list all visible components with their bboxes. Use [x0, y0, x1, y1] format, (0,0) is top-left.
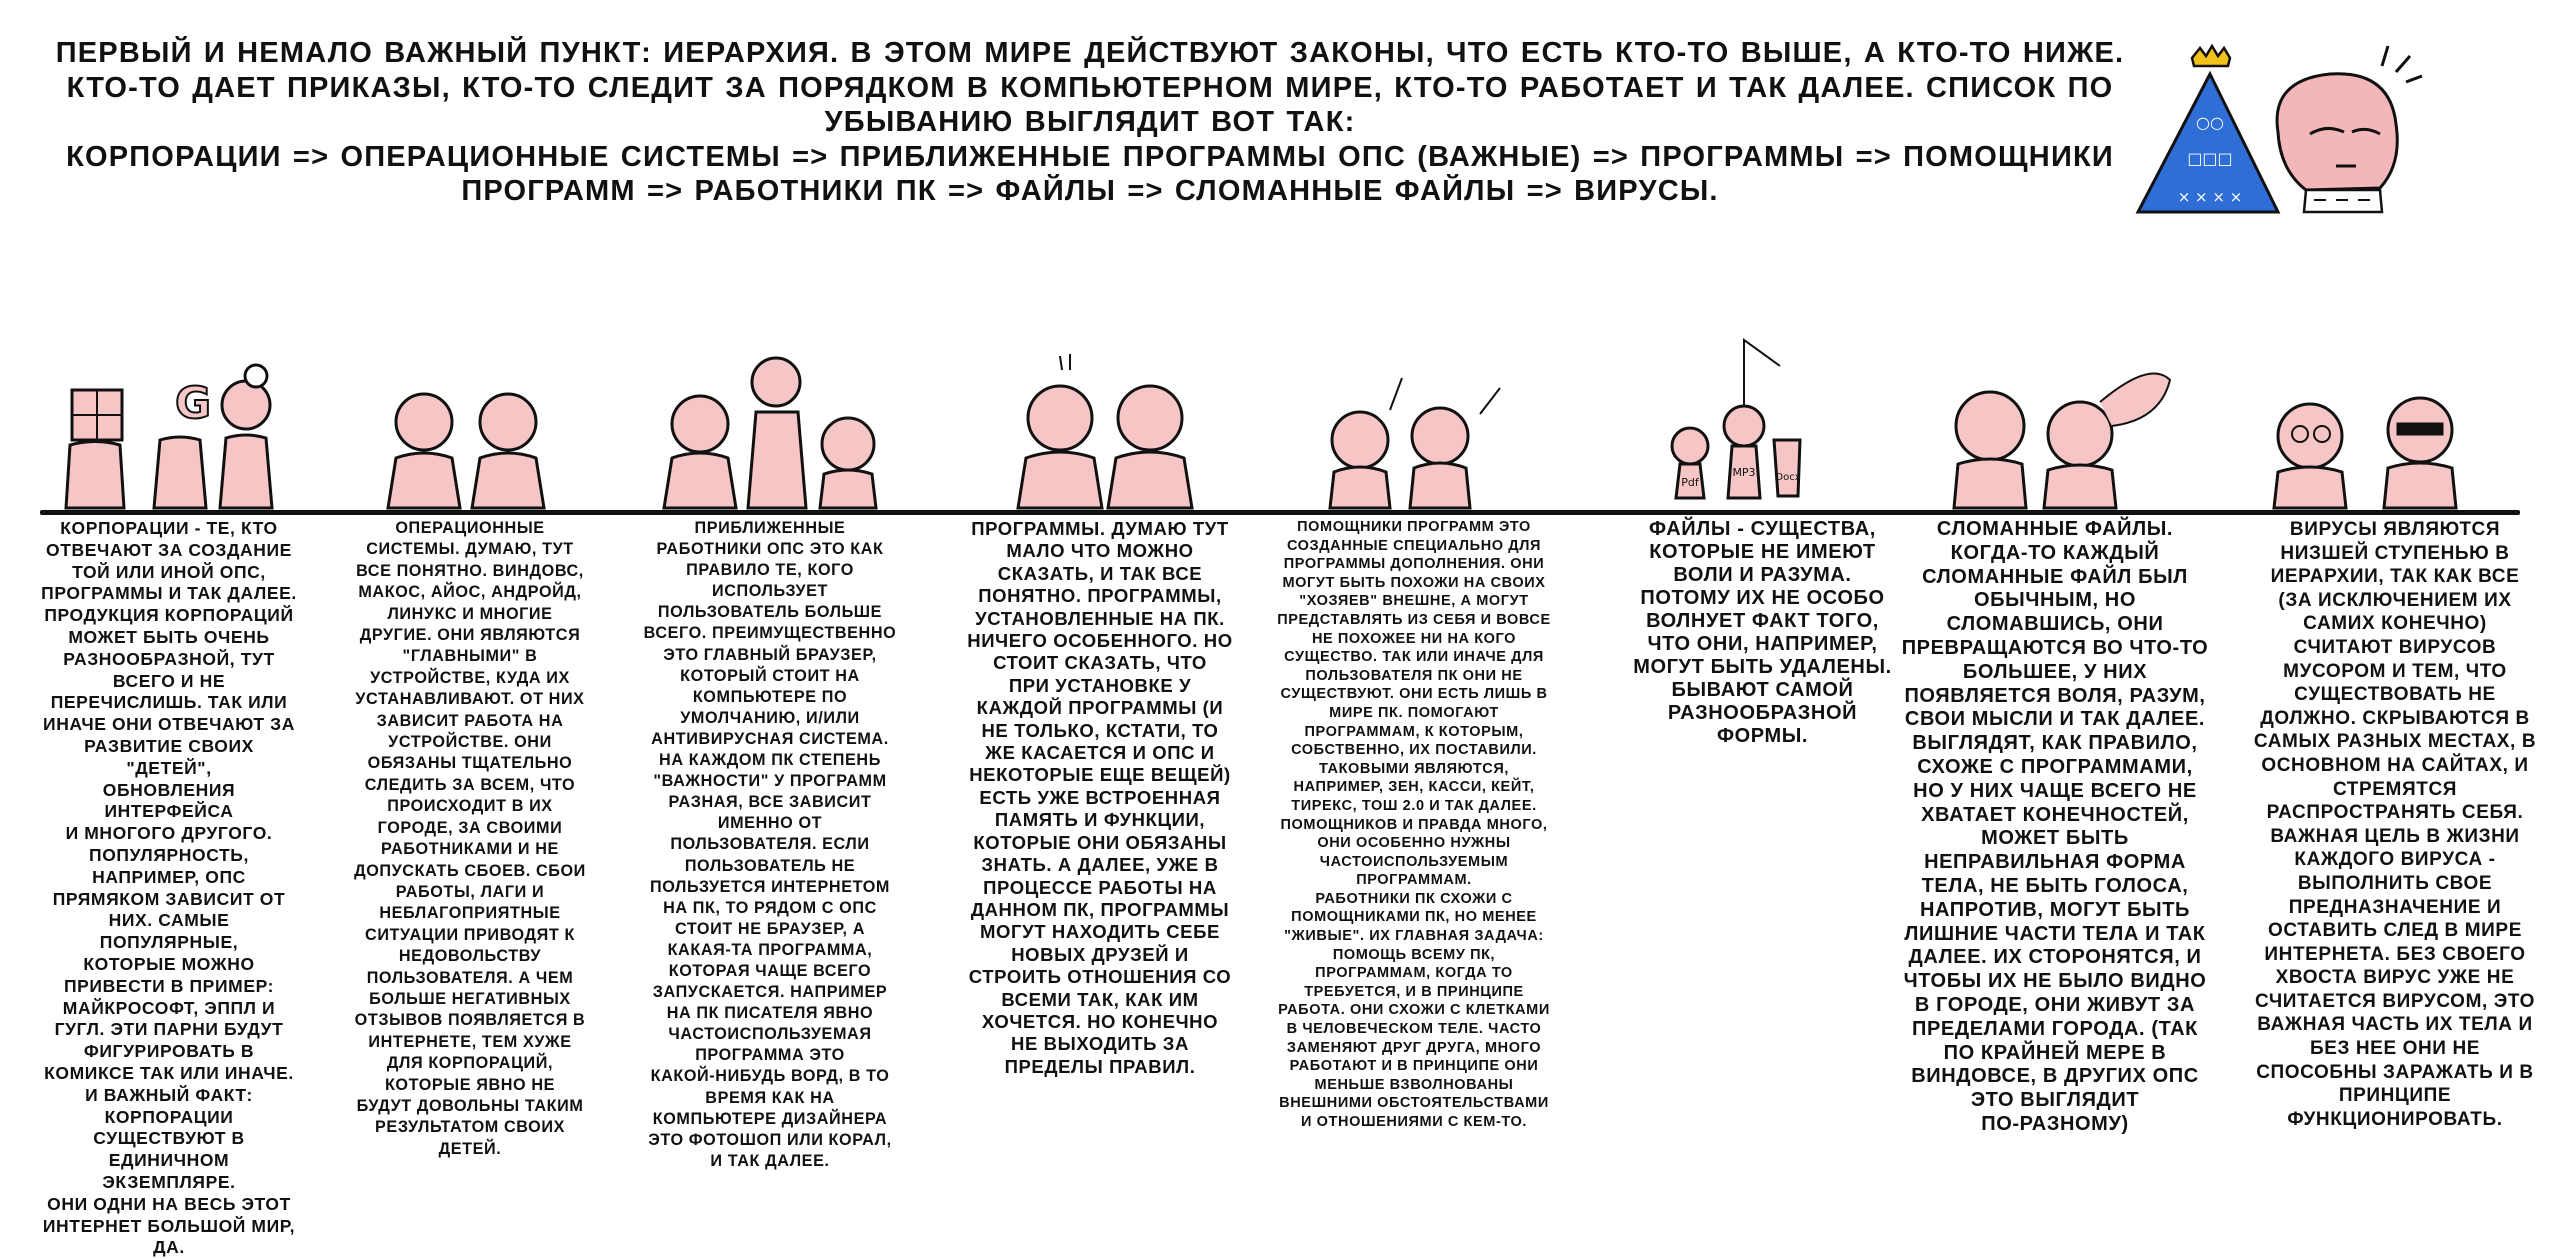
close-programs-characters	[664, 358, 876, 508]
viruses-description: ВИРУСЫ ЯВЛЯЮТСЯ НИЗШЕЙ СТУПЕНЬЮ В ИЕРАРХИИ, ТАК КАК ВСЕ (ЗА ИСКЛЮЧЕНИЕМ ИХ САМИХ КОНЕЧНО) СЧИТАЮТ ВИРУСОВ МУСОРОМ И ТЕМ, ЧТО СУЩЕСТВОВАТЬ НЕ ДОЛЖНО. СКРЫВАЮТСЯ В САМЫХ РАЗНЫХ МЕСТАХ, В ОСНОВНОМ НА САЙТАХ, И СТРЕМЯТСЯ РАСПРОСТРАНЯТЬ СЕБЯ. ВАЖНАЯ ЦЕЛЬ В ЖИЗНИ КАЖДОГО ВИРУСА - ВЫПОЛНИТЬ СВОЕ ПРЕДНАЗНАЧЕНИЕ И ОСТАВИТЬ СЛЕД В МИРЕ ИНТЕРНЕТА. БЕЗ СВОЕГО ХВОСТА ВИРУС УЖЕ НЕ СЧИТАЕТСЯ ВИРУСОМ, ЭТО ВАЖНАЯ ЧАСТЬ ИХ ТЕЛА И БЕЗ НЕЕ ОНИ НЕ СПОСОБНЫ ЗАРАЖАТЬ И В ПРИНЦИПЕ ФУНКЦИОНИРОВАТЬ.	[2253, 519, 2537, 1130]
broken-files-description: СЛОМАННЫЕ ФАЙЛЫ. КОГДА-ТО КАЖДЫЙ СЛОМАННЫЕ ФАЙЛ БЫЛ ОБЫЧНЫМ, НО СЛОМАВШИСЬ, ОНИ ПРЕВРАЩАЮТСЯ ВО ЧТО-ТО БОЛЬШЕЕ, У НИХ ПОЯВЛЯЕТСЯ ВОЛЯ, РАЗУМ, СВОИ МЫСЛИ И ТАК ДАЛЕЕ. ВЫГЛЯДЯТ, КАК ПРАВИЛО, СХОЖЕ С ПРОГРАММАМИ, НО У НИХ ЧАЩЕ ВСЕГО НЕ ХВАТАЕТ КОНЕЧНОСТЕЙ, МОЖЕТ БЫТЬ НЕПРАВИЛЬНАЯ ФОРМА ТЕЛА, НЕ БЫТЬ ГОЛОСА, НАПРОТИВ, МОГУТ БЫТЬ ЛИШНИЕ ЧАСТИ ТЕЛА И ТАК ДАЛЕЕ. ИХ СТОРОНЯТСЯ, И ЧТОБЫ ИХ НЕ БЫЛО ВИДНО В ГОРОДЕ, ОНИ ЖИВУТ ЗА ПРЕДЕЛАМИ ГОРОДА. (ТАК ПО КРАЙНЕЙ МЕРЕ В ВИНДОВСЕ, В ДРУГИХ ОПС ЭТО ВЫГЛЯДИТ ПО-РАЗНОМУ)	[1901, 518, 2209, 1135]
file-label-pdf: Pdf	[1681, 476, 1699, 489]
corporations-characters	[66, 365, 272, 508]
programs-characters	[1018, 354, 1192, 508]
pyramid-icon	[2138, 74, 2278, 212]
program-helpers-description: ПОМОЩНИКИ ПРОГРАММ ЭТО СОЗДАННЫЕ СПЕЦИАЛЬНО ДЛЯ ПРОГРАММЫ ДОПОЛНЕНИЯ. ОНИ МОГУТ БЫТЬ ПОХОЖИ НА СВОИХ "ХОЗЯЕВ" ВНЕШНЕ, А МОГУТ ПРЕДСТАВЛЯТЬ ИЗ СЕБЯ И ВОВСЕ НЕ ПОХОЖЕЕ НИ НА КОГО СУЩЕСТВО. ТАК ИЛИ ИНАЧЕ ДЛЯ ПОЛЬЗОВАТЕЛЯ ПК ОНИ НЕ СУЩЕСТВУЮТ. ОНИ ЕСТЬ ЛИШЬ В МИРЕ ПК. ПОМОГАЮТ ПРОГРАММАМ, К КОТОРЫМ, СОБСТВЕННО, ИХ ПОСТАВИЛИ. ТАКОВЫМИ ЯВЛЯЮТСЯ, НАПРИМЕР, ЗЕН, КАССИ, КЕЙТ, ТИРЕКС, ТОШ 2.0 И ТАК ДАЛЕЕ. ПОМОЩНИКОВ И ПРАВДА МНОГО, ОНИ ОСОБЕННО НУЖНЫ ЧАСТОИСПОЛЬЗУЕМЫМ ПРОГРАММАМ. РАБОТНИКИ ПК СХОЖИ С ПОМОЩНИКАМИ ПК, НО МЕНЕЕ "ЖИВЫЕ". ИХ ГЛАВНАЯ ЗАДАЧА: ПОМОЩЬ ВСЕМУ ПК, ПРОГРАММАМ, КОГДА ТО ТРЕБУЕТСЯ, И В ПРИНЦИПЕ РАБОТА. ОНИ СХОЖИ С КЛЕТКАМИ В ЧЕЛОВЕЧЕСКОМ ТЕЛЕ. ЧАСТО ЗАМЕНЯЮТ ДРУГ ДРУГА, МНОГО РАБОТАЮТ И В ПРИНЦИПЕ ОНИ МЕНЬШЕ ВЗВОЛНОВАНЫ ВНЕШНИМИ ОБСТОЯТЕЛЬСТВАМИ И ОТНОШЕНИЯМИ С КЕМ-ТО.	[1277, 519, 1551, 1130]
pyramid-mark-mid: □□□	[2187, 149, 2233, 168]
programs-description: ПРОГРАММЫ. ДУМАЮ ТУТ МАЛО ЧТО МОЖНО СКАЗАТЬ, И ТАК ВСЕ ПОНЯТНО. ПРОГРАММЫ, УСТАНОВЛЕННЫЕ НА ПК. НИЧЕГО ОСОБЕННОГО. НО СТОИТ СКАЗАТЬ, ЧТО ПРИ УСТАНОВКЕ У КАЖДОЙ ПРОГРАММЫ (И НЕ ТОЛЬКО, КСТАТИ, ТО ЖЕ КАСАЕТСЯ И ОПС И НЕКОТОРЫЕ ЕЩЕ ВЕЩЕЙ) ЕСТЬ УЖЕ ВСТРОЕННАЯ ПАМЯТЬ И ФУНКЦИИ, КОТОРЫЕ ОНИ ОБЯЗАНЫ ЗНАТЬ. А ДАЛЕЕ, УЖЕ В ПРОЦЕССЕ РАБОТЫ НА ДАННОМ ПК, ПРОГРАММЫ МОГУТ НАХОДИТЬ СЕБЕ НОВЫХ ДРУЗЕЙ И СТРОИТЬ ОТНОШЕНИЯ СО ВСЕМИ ТАК, КАК ИМ ХОЧЕТСЯ. НО КОНЕЧНО НЕ ВЫХОДИТЬ ЗА ПРЕДЕЛЫ ПРАВИЛ.	[967, 518, 1233, 1077]
program-helpers-characters	[1330, 378, 1500, 508]
pyramid-mark-bottom: × × × ×	[2177, 188, 2243, 206]
files-characters	[1672, 340, 1801, 498]
pyramid-illustration	[2130, 40, 2520, 230]
hierarchy-list: КОРПОРАЦИИ => ОПЕРАЦИОННЫЕ СИСТЕМЫ => ПРИБЛИЖЕННЫЕ ПРОГРАММЫ ОПС (ВАЖНЫЕ) => ПРОГРАММЫ => ПОМОЩНИКИ ПРОГРАММ => РАБОТНИКИ ПК => ФАЙЛЫ => СЛОМАННЫЕ ФАЙЛЫ => ВИРУСЫ.	[66, 140, 2114, 207]
pyramid-mark-top: ○○	[2196, 113, 2224, 132]
corporations-description: КОРПОРАЦИИ - ТЕ, КТО ОТВЕЧАЮТ ЗА СОЗДАНИЕ ТОЙ ИЛИ ИНОЙ ОПС, ПРОГРАММЫ И ТАК ДАЛЕЕ. ПРОДУКЦИЯ КОРПОРАЦИЙ МОЖЕТ БЫТЬ ОЧЕНЬ РАЗНООБРАЗНОЙ, ТУТ ВСЕГО И НЕ ПЕРЕЧИСЛИШЬ. ТАК ИЛИ ИНАЧЕ ОНИ ОТВЕЧАЮТ ЗА РАЗВИТИЕ СВОИХ "ДЕТЕЙ", ОБНОВЛЕНИЯ ИНТЕРФЕЙСА И МНОГОГО ДРУГОГО. ПОПУЛЯРНОСТЬ, НАПРИМЕР, ОПС ПРЯМЯКОМ ЗАВИСИТ ОТ НИХ. САМЫЕ ПОПУЛЯРНЫЕ, КОТОРЫЕ МОЖНО ПРИВЕСТИ В ПРИМЕР: МАЙКРОСОФТ, ЭППЛ И ГУГЛ. ЭТИ ПАРНИ БУДУТ ФИГУРИРОВАТЬ В КОМИКСЕ ТАК ИЛИ ИНАЧЕ. И ВАЖНЫЙ ФАКТ: КОРПОРАЦИИ СУЩЕСТВУЮТ В ЕДИНИЧНОМ ЭКЗЕМПЛЯРЕ. ОНИ ОДНИ НА ВЕСЬ ЭТОТ ИНТЕРНЕТ БОЛЬШОЙ МИР, ДА.	[41, 518, 297, 1258]
files-description: ФАЙЛЫ - СУЩЕСТВА, КОТОРЫЕ НЕ ИМЕЮТ ВОЛИ И РАЗУМА. ПОТОМУ ИХ НЕ ОСОБО ВОЛНУЕТ ФАКТ ТОГО, ЧТО ОНИ, НАПРИМЕР, МОГУТ БЫТЬ УДАЛЕНЫ. БЫВАЮТ САМОЙ РАЗНООБРАЗНОЙ ФОРМЫ.	[1633, 518, 1892, 747]
broken-files-characters	[1954, 374, 2170, 508]
character-lineup-illustration	[0, 330, 2560, 520]
file-label-mp3: MP3	[1732, 466, 1756, 479]
intro-text	[50, 36, 2130, 209]
svg-text:G: G	[175, 378, 212, 429]
narrator-character	[2277, 46, 2422, 212]
ground-line	[40, 510, 2520, 515]
viruses-characters	[2274, 398, 2456, 508]
crown-icon	[2192, 46, 2230, 66]
operating-systems-characters	[388, 394, 544, 508]
operating-systems-description: ОПЕРАЦИОННЫЕ СИСТЕМЫ. ДУМАЮ, ТУТ ВСЕ ПОНЯТНО. ВИНДОВС, МАКОС, АЙОС, АНДРОЙД, ЛИНУКС И МНОГИЕ ДРУГИЕ. ОНИ ЯВЛЯЮТСЯ "ГЛАВНЫМИ" В УСТРОЙСТВЕ, КУДА ИХ УСТАНАВЛИВАЮТ. ОТ НИХ ЗАВИСИТ РАБОТА НА УСТРОЙСТВЕ. ОНИ ОБЯЗАНЫ ТЩАТЕЛЬНО СЛЕДИТЬ ЗА ВСЕМ, ЧТО ПРОИСХОДИТ В ИХ ГОРОДЕ, ЗА СВОИМИ РАБОТНИКАМИ И НЕ ДОПУСКАТЬ СБОЕВ. СБОИ РАБОТЫ, ЛАГИ И НЕБЛАГОПРИЯТНЫЕ СИТУАЦИИ ПРИВОДЯТ К НЕДОВОЛЬСТВУ ПОЛЬЗОВАТЕЛЯ. А ЧЕМ БОЛЬШЕ НЕГАТИВНЫХ ОТЗЫВОВ ПОЯВЛЯЕТСЯ В ИНТЕРНЕТЕ, ТЕМ ХУЖЕ ДЛЯ КОРПОРАЦИЙ, КОТОРЫЕ ЯВНО НЕ БУДУТ ДОВОЛЬНЫ ТАКИМ РЕЗУЛЬТАТОМ СВОИХ ДЕТЕЙ.	[354, 519, 586, 1158]
file-label-docx: Docx	[1775, 472, 1801, 483]
intro-paragraph: ПЕРВЫЙ И НЕМАЛО ВАЖНЫЙ ПУНКТ: ИЕРАРХИЯ. В ЭТОМ МИРЕ ДЕЙСТВУЮТ ЗАКОНЫ, ЧТО ЕСТЬ КТО-ТО ВЫШЕ, А КТО-ТО НИЖЕ. КТО-ТО ДАЕТ ПРИКАЗЫ, КТО-ТО СЛЕДИТ ЗА ПОРЯДКОМ В КОМПЬЮТЕРНОМ МИРЕ, КТО-ТО РАБОТАЕТ И ТАК ДАЛЕЕ. СПИСОК ПО УБЫВАНИЮ ВЫГЛЯДИТ ВОТ ТАК:	[55, 37, 2125, 138]
close-programs-description: ПРИБЛИЖЕННЫЕ РАБОТНИКИ ОПС ЭТО КАК ПРАВИЛО ТЕ, КОГО ИСПОЛЬЗУЕТ ПОЛЬЗОВАТЕЛЬ БОЛЬШЕ ВСЕГО. ПРЕИМУЩЕСТВЕННО ЭТО ГЛАВНЫЙ БРАУЗЕР, КОТОРЫЙ СТОИТ НА КОМПЬЮТЕРЕ ПО УМОЛЧАНИЮ, И/ИЛИ АНТИВИРУСНАЯ СИСТЕМА. НА КАЖДОМ ПК СТЕПЕНЬ "ВАЖНОСТИ" У ПРОГРАММ РАЗНАЯ, ВСЕ ЗАВИСИТ ИМЕННО ОТ ПОЛЬЗОВАТЕЛЯ. ЕСЛИ ПОЛЬЗОВАТЕЛЬ НЕ ПОЛЬЗУЕТСЯ ИНТЕРНЕТОМ НА ПК, ТО РЯДОМ С ОПС СТОИТ НЕ БРАУЗЕР, А КАКАЯ-ТА ПРОГРАММА, КОТОРАЯ ЧАЩЕ ВСЕГО ЗАПУСКАЕТСЯ. НАПРИМЕР НА ПК ПИСАТЕЛЯ ЯВНО ЧАСТОИСПОЛЬЗУЕМАЯ ПРОГРАММА ЭТО КАКОЙ-НИБУДЬ ВОРД, В ТО ВРЕМЯ КАК НА КОМПЬЮТЕРЕ ДИЗАЙНЕРА ЭТО ФОТОШОП ИЛИ КОРАЛ, И ТАК ДАЛЕЕ.	[643, 519, 897, 1170]
